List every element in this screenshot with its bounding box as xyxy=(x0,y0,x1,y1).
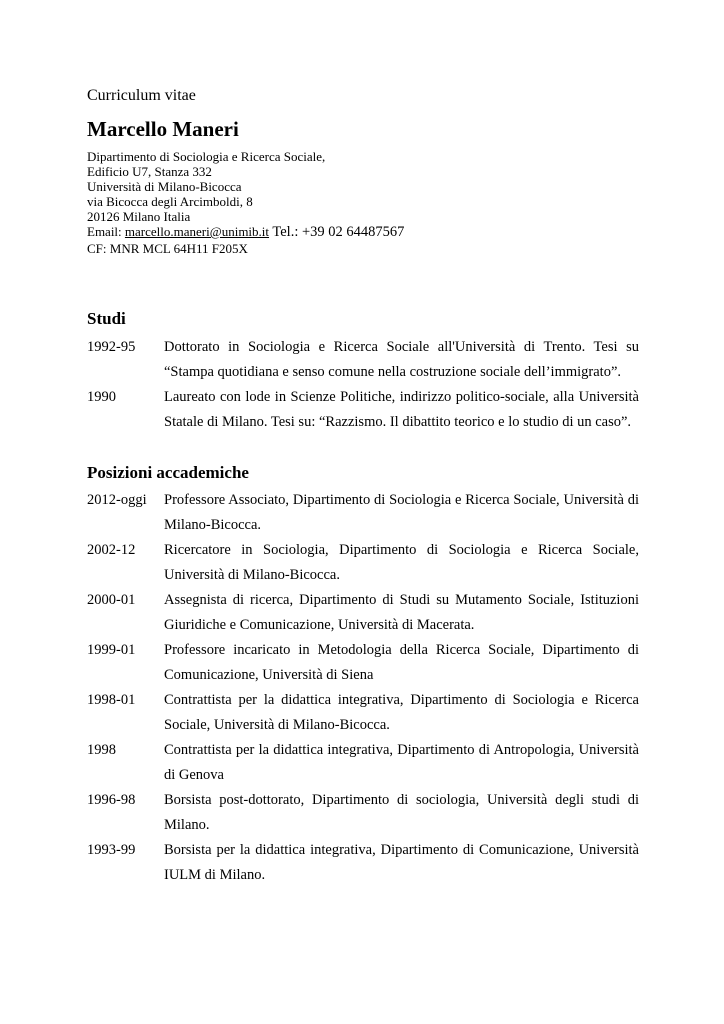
section-title-studi: Studi xyxy=(87,309,126,328)
posizioni-entry xyxy=(87,538,639,588)
studi-entry xyxy=(87,385,639,435)
contact-street: via Bicocca degli Arcimboldi, 8 xyxy=(87,194,253,209)
posizioni-entry xyxy=(87,788,639,838)
entry-date: 1998 xyxy=(87,742,116,758)
phone-number: Tel.: +39 02 64487567 xyxy=(269,224,405,240)
posizioni-entry xyxy=(87,638,639,688)
entry-date: 1998-01 xyxy=(87,692,136,708)
entry-date: 1993-99 xyxy=(87,842,136,858)
entry-date: 1996-98 xyxy=(87,792,136,808)
contact-university: Università di Milano-Bicocca xyxy=(87,179,242,194)
entry-description: Professore incaricato in Metodologia della Ricerca Sociale, Dipartimento di Comunicazione, Università di Siena xyxy=(164,642,639,683)
posizioni-entry xyxy=(87,738,639,788)
email-link[interactable]: marcello.maneri@unimib.it xyxy=(124,224,270,239)
contact-fiscal-code: CF: MNR MCL 64H11 F205X xyxy=(87,241,248,256)
email-label: Email: xyxy=(87,224,125,239)
posizioni-entry xyxy=(87,838,639,888)
entry-description: Laureato con lode in Scienze Politiche, indirizzo politico-sociale, alla Università Statale di Milano. Tesi su: “Razzismo. Il dibattito teorico e lo studio di un caso”. xyxy=(164,389,639,430)
posizioni-entry xyxy=(87,588,639,638)
entry-description: Borsista post-dottorato, Dipartimento di sociologia, Università degli studi di Milano. xyxy=(164,792,639,833)
studi-entries xyxy=(87,335,639,435)
contact-block xyxy=(87,149,404,256)
entry-date: 2002-12 xyxy=(87,542,136,558)
contact-city: 20126 Milano Italia xyxy=(87,209,191,224)
entry-date: 1999-01 xyxy=(87,642,136,658)
entry-date: 1992-95 xyxy=(87,339,136,355)
entry-description: Ricercatore in Sociologia, Dipartimento di Sociologia e Ricerca Sociale, Università di Milano-Bicocca. xyxy=(164,542,639,583)
studi-entry xyxy=(87,335,639,385)
entry-description: Contrattista per la didattica integrativa, Dipartimento di Sociologia e Ricerca Sociale, Università di Milano-Bicocca. xyxy=(164,692,639,733)
document-type-heading: Curriculum vitae xyxy=(87,87,196,104)
section-title-posizioni: Posizioni accademiche xyxy=(87,463,249,482)
entry-description: Borsista per la didattica integrativa, Dipartimento di Comunicazione, Università IULM di Milano. xyxy=(164,842,639,883)
contact-department: Dipartimento di Sociologia e Ricerca Sociale, xyxy=(87,149,326,164)
posizioni-entry xyxy=(87,688,639,738)
entry-description: Dottorato in Sociologia e Ricerca Sociale all'Università di Trento. Tesi su “Stampa quotidiana e senso comune nella costruzione sociale dell’immigrato”. xyxy=(164,339,639,380)
entry-description: Professore Associato, Dipartimento di Sociologia e Ricerca Sociale, Università di Milano-Bicocca. xyxy=(164,492,639,533)
entry-description: Contrattista per la didattica integrativa, Dipartimento di Antropologia, Università di Genova xyxy=(164,742,639,783)
entry-date: 2000-01 xyxy=(87,592,136,608)
entry-date: 1990 xyxy=(87,389,116,405)
contact-building: Edificio U7, Stanza 332 xyxy=(87,164,212,179)
posizioni-entries xyxy=(87,488,639,888)
posizioni-entry xyxy=(87,488,639,538)
entry-date: 2012-oggi xyxy=(87,492,147,508)
entry-description: Assegnista di ricerca, Dipartimento di Studi su Mutamento Sociale, Istituzioni Giuridiche e Comunicazione, Università di Macerata. xyxy=(164,592,639,633)
contact-email-line xyxy=(87,224,404,241)
person-name: Marcello Maneri xyxy=(87,117,239,141)
